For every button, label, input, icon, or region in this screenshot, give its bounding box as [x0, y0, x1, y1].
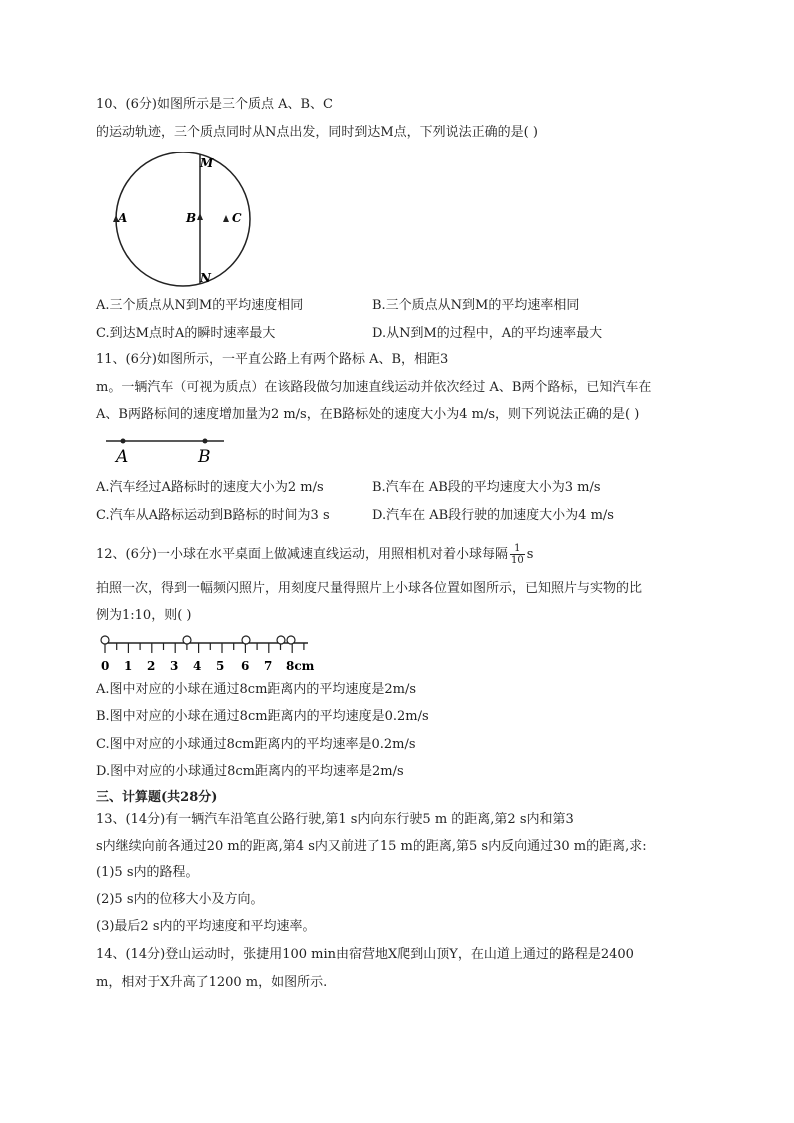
- q12-option-d: D.图中对应的小球通过8cm距离内的平均速率是2m/s: [96, 764, 404, 779]
- tick-label-3: 3: [170, 659, 179, 673]
- q11-option-c: C.汽车从A路标运动到B路标的时间为3 s: [96, 508, 330, 523]
- label-a: A: [116, 447, 129, 467]
- unit: s: [526, 547, 534, 562]
- ball-4: [287, 636, 295, 644]
- q10-option-b: B.三个质点从N到M的平均速率相同: [372, 298, 580, 313]
- q12-ruler-figure: [96, 634, 326, 674]
- label-c: C: [232, 211, 242, 225]
- marker-b: [203, 439, 208, 444]
- q13-sub-1: (1)5 s内的路程。: [96, 865, 199, 880]
- section-title: 三、计算题(共28分): [96, 790, 218, 805]
- q12-option-b: B.图中对应的小球在通过8cm距离内的平均速度是0.2m/s: [96, 709, 429, 724]
- q10-option-a: A.三个质点从N到M的平均速度相同: [96, 298, 304, 313]
- q11-option-a: A.汽车经过A路标时的速度大小为2 m/s: [96, 480, 324, 495]
- label-b: B: [198, 447, 211, 467]
- ball-0: [101, 636, 109, 644]
- q10-stem-line2: 的运动轨迹，三个质点同时从N点出发，同时到达M点，下列说法正确的是( ): [96, 125, 538, 140]
- label-a: A: [118, 211, 128, 225]
- fraction-denominator: 10: [510, 555, 524, 566]
- marker-a: [121, 439, 126, 444]
- q11-stem-line2: m。一辆汽车（可视为质点）在该路段做匀加速直线运动并依次经过 A、B两个路标，已知汽车在: [96, 380, 652, 395]
- label-n: N: [200, 271, 211, 285]
- q14-stem-line2: m，相对于X升高了1200 m，如图所示.: [96, 975, 328, 990]
- q12-stem-line2: 拍照一次，得到一幅频闪照片，用刻度尺量得照片上小球各位置如图所示，已知照片与实物的比: [96, 581, 643, 596]
- fraction-numerator: 1: [510, 543, 525, 555]
- ball-2: [242, 636, 250, 644]
- q11-stem-line3: A、B两路标间的速度增加量为2 m/s，在B路标处的速度大小为4 m/s，则下列说法正确的是( ): [96, 407, 640, 422]
- q11-road-figure: [104, 432, 234, 468]
- q11-option-b: B.汽车在 AB段的平均速度大小为3 m/s: [372, 480, 601, 495]
- tick-label-8: 8cm: [286, 659, 315, 673]
- q10-option-d: D.从N到M的过程中，A的平均速率最大: [372, 326, 603, 341]
- tick-label-0: 0: [101, 659, 110, 673]
- tick-label-6: 6: [241, 659, 250, 673]
- tick-label-4: 4: [193, 659, 202, 673]
- ball-3: [277, 636, 285, 644]
- q13-sub-3: (3)最后2 s内的平均速度和平均速率。: [96, 919, 316, 934]
- ball-1: [183, 636, 191, 644]
- label-b: B: [186, 211, 197, 225]
- tick-label-2: 2: [147, 659, 156, 673]
- q13-stem-line1: 13、(14分)有一辆汽车沿笔直公路行驶,第1 s内向东行驶5 m 的距离,第2 s内和第3: [96, 812, 574, 827]
- q12-option-a: A.图中对应的小球在通过8cm距离内的平均速度是2m/s: [96, 682, 417, 697]
- arrow-c: [223, 215, 229, 222]
- q12-stem-line3: 例为1:10，则( ): [96, 608, 192, 623]
- ruler-scale: [104, 643, 308, 653]
- arrow-b: [197, 213, 203, 220]
- q10-option-c: C.到达M点时A的瞬时速率最大: [96, 326, 276, 341]
- q14-stem-line1: 14、(14分)登山运动时，张捷用100 min由宿营地X爬到山顶Y，在山道上通过的路程是2400: [96, 947, 634, 962]
- q11-option-d: D.汽车在 AB段行驶的加速度大小为4 m/s: [372, 508, 614, 523]
- circle-path: [116, 152, 250, 286]
- q13-sub-2: (2)5 s内的位移大小及方向。: [96, 892, 264, 907]
- tick-label-7: 7: [264, 659, 273, 673]
- tick-label-1: 1: [124, 659, 133, 673]
- tick-label-5: 5: [216, 659, 225, 673]
- q12-stem-text: 12、(6分)一小球在水平桌面上做减速直线运动，用照相机对着小球每隔: [96, 547, 508, 562]
- q10-trajectory-figure: [104, 152, 264, 292]
- q11-stem-line1: 11、(6分)如图所示，一平直公路上有两个路标 A、B，相距3: [96, 352, 449, 367]
- q13-stem-line2: s内继续向前各通过20 m的距离,第4 s内又前进了15 m的距离,第5 s内反向通过30 m的距离,求:: [96, 839, 647, 854]
- q12-stem-line1: [96, 543, 533, 566]
- fraction: [510, 543, 525, 566]
- q12-option-c: C.图中对应的小球通过8cm距离内的平均速率是0.2m/s: [96, 737, 416, 752]
- q10-stem-line1: 10、(6分)如图所示是三个质点 A、B、C: [96, 97, 333, 112]
- label-m: M: [200, 156, 214, 170]
